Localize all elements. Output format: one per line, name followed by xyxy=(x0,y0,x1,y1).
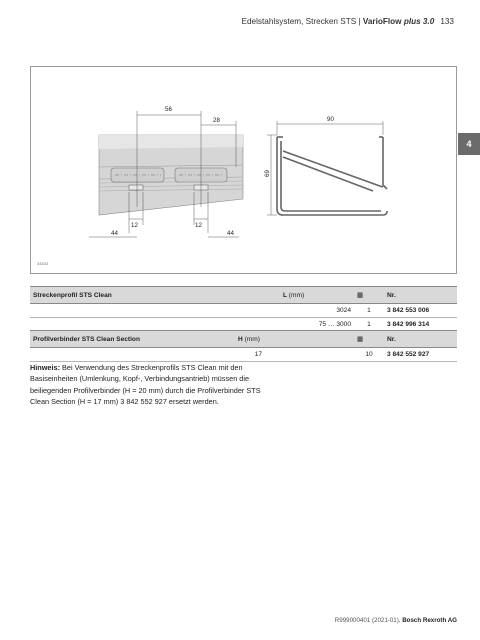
page-number: 133 xyxy=(440,17,454,26)
profile-side-view xyxy=(99,135,243,215)
note-label: Hinweis: xyxy=(30,363,61,372)
dim-12-left: 12 xyxy=(131,222,138,229)
dim-28: 28 xyxy=(213,117,220,124)
table1-col-nr: Nr. xyxy=(384,287,457,304)
profile-cross-section xyxy=(277,137,387,215)
table-profilverbinder xyxy=(30,330,457,362)
table-row: 75 … 3000 1 3 842 996 314 xyxy=(30,318,457,332)
footer-company: Bosch Rexroth AG xyxy=(402,617,457,624)
dim-90: 90 xyxy=(327,116,334,123)
package-icon: ▦ xyxy=(354,287,384,304)
header-section: Edelstahlsystem, Strecken STS | xyxy=(241,17,363,26)
page-footer xyxy=(335,617,457,624)
header-product: VarioFlow plus 3.0 xyxy=(362,17,435,26)
chapter-tab[interactable]: 4 xyxy=(458,133,480,155)
hint-note xyxy=(30,362,280,408)
table2-col-nr: Nr. xyxy=(384,331,457,348)
table1-title: Streckenprofil STS Clean xyxy=(30,287,280,304)
table-streckenprofil xyxy=(30,286,457,332)
drawing-svg xyxy=(31,67,458,275)
dim-44-left: 44 xyxy=(111,230,118,237)
note-text: Bei Verwendung des Streckenprofils STS Clean mit den Basiseinheiten (Umlenkung, Kopf-, Verbindungsantrieb) müssen die beiliegenden Profilverbinder (H = 20 mm) durch die Profilverbinder STS Clean Section (H = 17 mm) 3 842 552 927 ersetzt werden. xyxy=(30,363,261,407)
package-icon: ▦ xyxy=(354,331,384,348)
table2-col-h: H (mm) xyxy=(235,331,354,348)
page-header xyxy=(242,17,454,26)
table1-col-l: L (mm) xyxy=(280,287,354,304)
footer-doc: R999000401 (2021-01), xyxy=(334,617,403,624)
dim-69: 69 xyxy=(264,170,271,177)
table2-title: Profilverbinder STS Clean Section xyxy=(30,331,235,348)
technical-drawing xyxy=(30,66,457,274)
table-row: 17 10 3 842 552 927 xyxy=(30,348,457,362)
dim-56: 56 xyxy=(165,106,172,113)
table-row: 3024 1 3 842 553 006 xyxy=(30,304,457,318)
dim-44-right: 44 xyxy=(227,230,234,237)
dim-12-right: 12 xyxy=(195,222,202,229)
drawing-id: 34833 xyxy=(37,261,49,266)
